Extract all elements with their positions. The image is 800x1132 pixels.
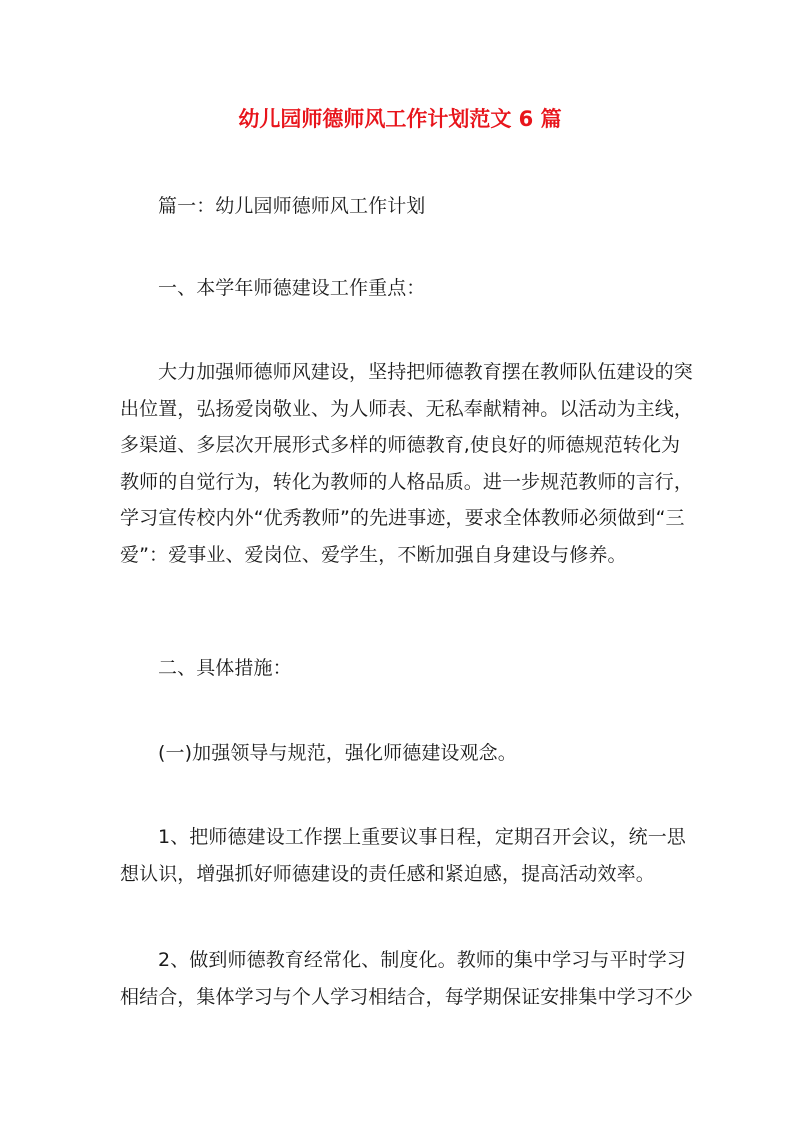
section-heading-measures: 二、具体措施： xyxy=(158,657,292,679)
document-title: 幼儿园师德师风工作计划范文 6 篇 xyxy=(238,107,562,131)
body-paragraph-item-1: 1、把师德建设工作摆上重要议事日程，定期召开会议，统一思想认识，增强抓好师德建设的责任感和紧迫感，提高活动效率。 xyxy=(120,826,686,885)
body-paragraph-overview: 大力加强师德师风建设，坚持把师德教育摆在教师队伍建设的突出位置，弘扬爱岗敬业、为人师表、无私奉献精神。以活动为主线，多渠道、多层次开展形式多样的师德教育,使良好的师德规范转化为教师的自觉行为，转化为教师的人格品质。进一步规范教师的言行，学习宣传校内外“优秀教师”的先进事迹，要求全体教师必须做到“三爱”：爱事业、爱岗位、爱学生，不断加强自身建设与修养。 xyxy=(120,361,694,566)
section-heading-part-one: 篇一：幼儿园师德师风工作计划 xyxy=(158,195,426,217)
subsection-heading-leadership: (一)加强领导与规范，强化师德建设观念。 xyxy=(158,742,517,764)
body-paragraph-item-2: 2、做到师德教育经常化、制度化。教师的集中学习与平时学习相结合，集体学习与个人学习相结合，每学期保证安排集中学习不少 xyxy=(120,949,694,1008)
section-heading-key-points: 一、本学年师德建设工作重点： xyxy=(158,277,426,299)
